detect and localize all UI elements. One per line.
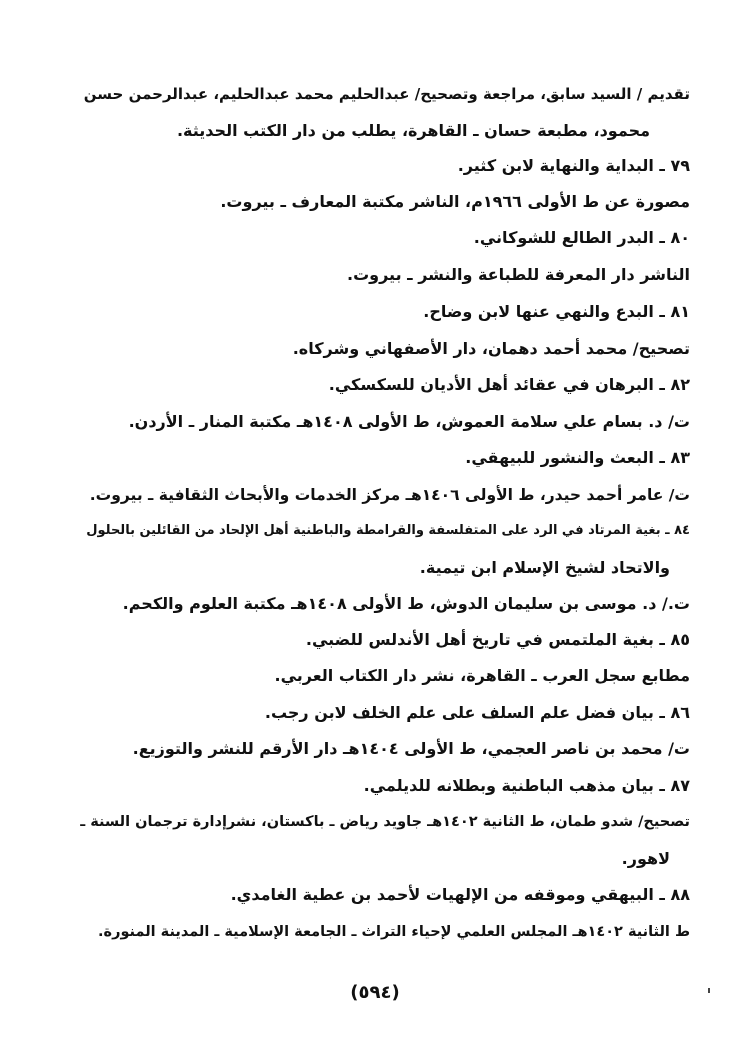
entry-85-details: مطابع سجل العرب ـ القاهرة، نشر دار الكتاب العربي. bbox=[274, 666, 690, 685]
entry-81-details: تصحيح/ محمد أحمد دهمان، دار الأصفهاني وشركاه. bbox=[292, 339, 690, 358]
margin-mark bbox=[708, 988, 710, 993]
entry-87-title: ٨٧ ـ بيان مذهب الباطنية وبطلانه للديلمي. bbox=[363, 776, 690, 795]
text-line-2: محمود، مطبعة حسان ـ القاهرة، يطلب من دار الكتب الحديثة. bbox=[176, 121, 650, 140]
entry-87-details: تصحيح/ شدو طمان، ط الثانية ١٤٠٢هـ جاويد رياض ـ باكستان، نشرإدارة ترجمان السنة ـ bbox=[80, 814, 690, 830]
entry-84-title: ٨٤ ـ بغية المرتاد في الرد على المتفلسفة والقرامطة والباطنية أهل الإلحاد من القائلين بالحلول bbox=[86, 523, 690, 538]
entry-84-details: ت./ د. موسى بن سليمان الدوش، ط الأولى ١٤٠٨هـ مكتبة العلوم والكحم. bbox=[122, 594, 690, 613]
text-line-1: تقديم / السيد سابق، مراجعة وتصحيح/ عبدالحليم محمد عبدالحليم، عبدالرحمن حسن bbox=[83, 85, 690, 103]
page-number: (٥٩٤) bbox=[350, 982, 400, 1003]
entry-88-details: ط الثانية ١٤٠٢هـ المجلس العلمي لإحياء التراث ـ الجامعة الإسلامية ـ المدينة المنورة. bbox=[98, 924, 690, 940]
entry-83-details: ت/ عامر أحمد حيدر، ط الأولى ١٤٠٦هـ مركز الخدمات والأبحاث الثقافية ـ بيروت. bbox=[89, 486, 690, 504]
entry-79-title: ٧٩ ـ البداية والنهاية لابن كثير. bbox=[457, 156, 690, 175]
entry-80-title: ٨٠ ـ البدر الطالع للشوكاني. bbox=[473, 228, 690, 247]
entry-83-title: ٨٣ ـ البعث والنشور للبيهقي. bbox=[465, 448, 690, 467]
entry-86-details: ت/ محمد بن ناصر العجمي، ط الأولى ١٤٠٤هـ دار الأرقم للنشر والتوزيع. bbox=[132, 739, 690, 758]
entry-82-details: ت/ د. بسام علي سلامة العموش، ط الأولى ١٤٠٨هـ مكتبة المنار ـ الأردن. bbox=[128, 412, 690, 431]
entry-88-title: ٨٨ ـ البيهقي وموقفه من الإلهيات لأحمد بن عطية الغامدي. bbox=[230, 885, 690, 904]
entry-84-title-cont: والاتحاد لشيخ الإسلام ابن تيمية. bbox=[419, 558, 670, 577]
entry-79-details: مصورة عن ط الأولى ١٩٦٦م، الناشر مكتبة المعارف ـ بيروت. bbox=[220, 192, 690, 211]
entry-80-details: الناشر دار المعرفة للطباعة والنشر ـ بيروت. bbox=[347, 265, 690, 284]
entry-87-details-cont: لاهور. bbox=[621, 849, 670, 868]
entry-86-title: ٨٦ ـ بيان فضل علم السلف على علم الخلف لابن رجب. bbox=[264, 703, 690, 722]
entry-81-title: ٨١ ـ البدع والنهي عنها لابن وضاح. bbox=[423, 302, 690, 321]
entry-82-title: ٨٢ ـ البرهان في عقائد أهل الأديان للسكسكي. bbox=[328, 375, 690, 394]
entry-85-title: ٨٥ ـ بغية الملتمس في تاريخ أهل الأندلس للضبي. bbox=[305, 630, 690, 649]
